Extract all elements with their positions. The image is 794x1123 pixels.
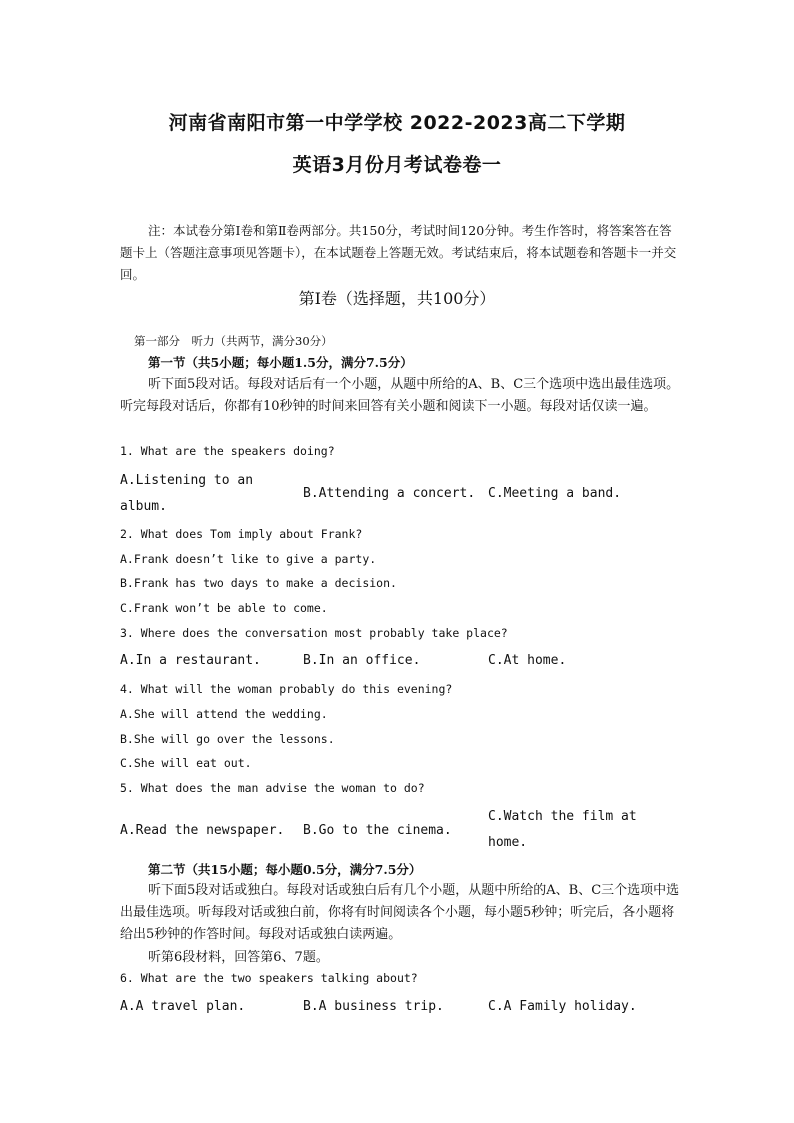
question-2-option-c: C.Frank won’t be able to come.: [120, 601, 328, 615]
question-5-option-c-line1: C.Watch the film at: [488, 809, 637, 824]
question-6-option-c: C.A Family holiday.: [488, 999, 637, 1014]
question-1-option-a-line1: A.Listening to an: [120, 473, 254, 488]
section2-title: 第二节（共15小题；每小题0.5分，满分7.5分）: [148, 862, 422, 877]
question-5-option-b: B.Go to the cinema.: [303, 823, 452, 838]
question-2-stem: 2. What does Tom imply about Frank?: [120, 527, 363, 541]
exam-title-line2: 英语3月份月考试卷卷一: [292, 154, 502, 176]
section1-title: 第一节（共5小题；每小题1.5分，满分7.5分）: [148, 355, 413, 370]
section1-instructions: 听下面5段对话。每段对话后有一个小题，从题中所给的A、B、C三个选项中选出最佳选项。听完每段对话后，你都有10秒钟的时间来回答有关小题和阅读下一小题。每段对话仅读一遍。: [120, 377, 680, 414]
question-4-stem: 4. What will the woman probably do this evening?: [120, 682, 453, 696]
question-4-option-a: A.She will attend the wedding.: [120, 707, 328, 721]
section2-instructions: 听下面5段对话或独白。每段对话或独白后有几个小题，从题中所给的A、B、C三个选项中选出最佳选项。听每段对话或独白前，你将有时间阅读各个小题，每小题5秒钟；听完后，各小题将给出5秒钟的作答时间。每段对话或独白读两遍。: [120, 883, 680, 942]
question-3-option-b: B.In an office.: [303, 653, 421, 668]
section2-material-note: 听第6段材料，回答第6、7题。: [148, 950, 329, 965]
question-1-option-c: C.Meeting a band.: [488, 486, 622, 501]
question-2-option-a: A.Frank doesn’t like to give a party.: [120, 552, 377, 566]
question-3-stem: 3. Where does the conversation most probably take place?: [120, 626, 508, 640]
question-1-stem: 1. What are the speakers doing?: [120, 444, 335, 458]
question-5-option-c-line2: home.: [488, 835, 528, 850]
question-5-option-c: [488, 804, 663, 856]
question-5-option-a: A.Read the newspaper.: [120, 823, 285, 838]
question-3-option-c: C.At home.: [488, 653, 567, 668]
question-6-stem: 6. What are the two speakers talking about?: [120, 971, 418, 985]
question-5-stem: 5. What does the man advise the woman to do?: [120, 781, 425, 795]
question-1-option-a: [120, 468, 290, 520]
question-3-option-a: A.In a restaurant.: [120, 653, 261, 668]
question-1-option-a-line2: album.: [120, 499, 167, 514]
question-2-option-b: B.Frank has two days to make a decision.: [120, 576, 397, 590]
exam-title-line1: 河南省南阳市第一中学学校 2022-2023高二下学期: [168, 112, 626, 134]
exam-notice: 注：本试卷分第Ⅰ卷和第Ⅱ卷两部分。共150分，考试时间120分钟。考生作答时，将答案答在答题卡上（答题注意事项见答题卡），在本试题卷上答题无效。考试结束后，将本试题卷和答题卡一并交回。: [120, 223, 677, 282]
question-4-option-b: B.She will go over the lessons.: [120, 732, 335, 746]
question-1-option-b: B.Attending a concert.: [303, 486, 476, 501]
question-4-option-c: C.She will eat out.: [120, 756, 252, 770]
question-6-option-b: B.A business trip.: [303, 999, 444, 1014]
part1-title: 第一部分 听力（共两节，满分30分）: [134, 334, 333, 348]
volume1-title: 第Ⅰ卷（选择题，共100分）: [298, 289, 496, 308]
question-6-option-a: A.A travel plan.: [120, 999, 246, 1014]
